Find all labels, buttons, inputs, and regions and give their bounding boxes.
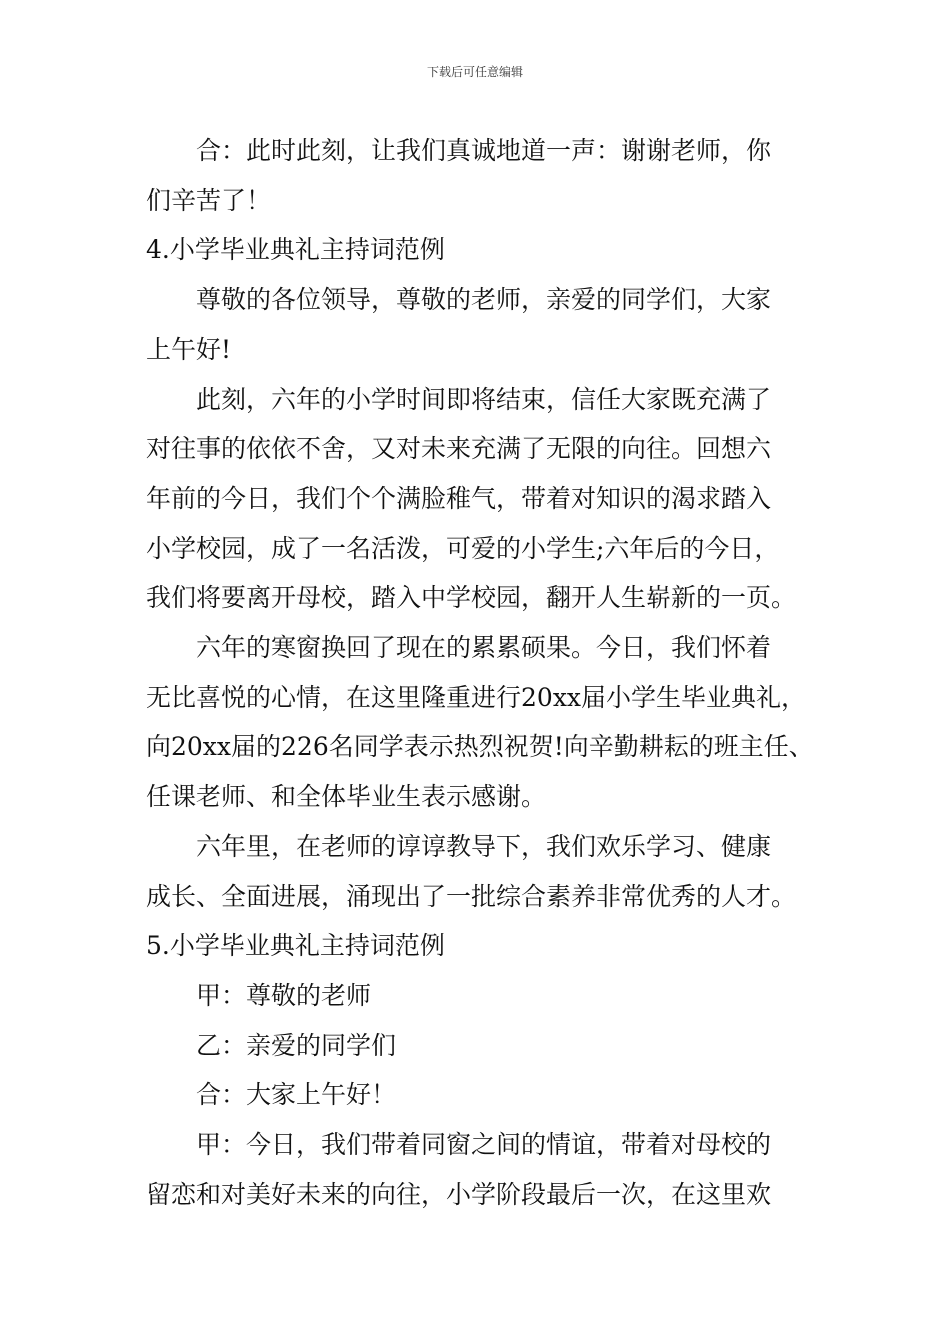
text-line: 任课老师、和全体毕业生表示感谢。 bbox=[146, 782, 547, 812]
section-heading: 4.小学毕业典礼主持词范例 bbox=[146, 235, 445, 265]
text-line: 们辛苦了！ bbox=[146, 185, 272, 215]
document-body bbox=[146, 126, 826, 1219]
text-line: 小学校园，成了一名活泼，可爱的小学生;六年后的今日， bbox=[146, 533, 780, 563]
text-line: 向20xx届的226名同学表示热烈祝贺!向辛勤耕耘的班主任、 bbox=[146, 732, 814, 762]
text-line: 甲：尊敬的老师 bbox=[196, 980, 372, 1010]
text-line: 尊敬的各位领导，尊敬的老师，亲爱的同学们，大家 bbox=[196, 285, 772, 315]
page-header: 下载后可任意编辑 bbox=[426, 65, 523, 79]
text-line: 合：大家上午好！ bbox=[196, 1080, 397, 1110]
text-line: 六年里，在老师的谆谆教导下，我们欢乐学习、健康 bbox=[196, 831, 772, 861]
text-line: 成长、全面进展，涌现出了一批综合素养非常优秀的人才。 bbox=[146, 881, 797, 911]
text-line: 合：此时此刻，让我们真诚地道一声：谢谢老师，你 bbox=[196, 136, 772, 165]
text-line: 无比喜悦的心情，在这里隆重进行20xx届小学生毕业典礼， bbox=[146, 682, 807, 712]
text-line: 年前的今日，我们个个满脸稚气，带着对知识的渴求踏入 bbox=[146, 483, 772, 513]
text-line: 留恋和对美好未来的向往，小学阶段最后一次，在这里欢 bbox=[146, 1179, 772, 1209]
text-line: 六年的寒窗换回了现在的累累硕果。今日，我们怀着 bbox=[196, 633, 772, 663]
text-line: 甲：今日，我们带着同窗之间的情谊，带着对母校的 bbox=[196, 1130, 772, 1160]
text-line: 此刻，六年的小学时间即将结束，信任大家既充满了 bbox=[196, 384, 772, 414]
text-line: 上午好! bbox=[146, 334, 232, 364]
text-line: 乙：亲爱的同学们 bbox=[196, 1030, 397, 1060]
section-heading: 5.小学毕业典礼主持词范例 bbox=[146, 931, 445, 961]
text-line: 对往事的依依不舍，又对未来充满了无限的向往。回想六 bbox=[146, 434, 772, 464]
text-line: 我们将要离开母校，踏入中学校园，翻开人生崭新的一页。 bbox=[146, 583, 797, 613]
